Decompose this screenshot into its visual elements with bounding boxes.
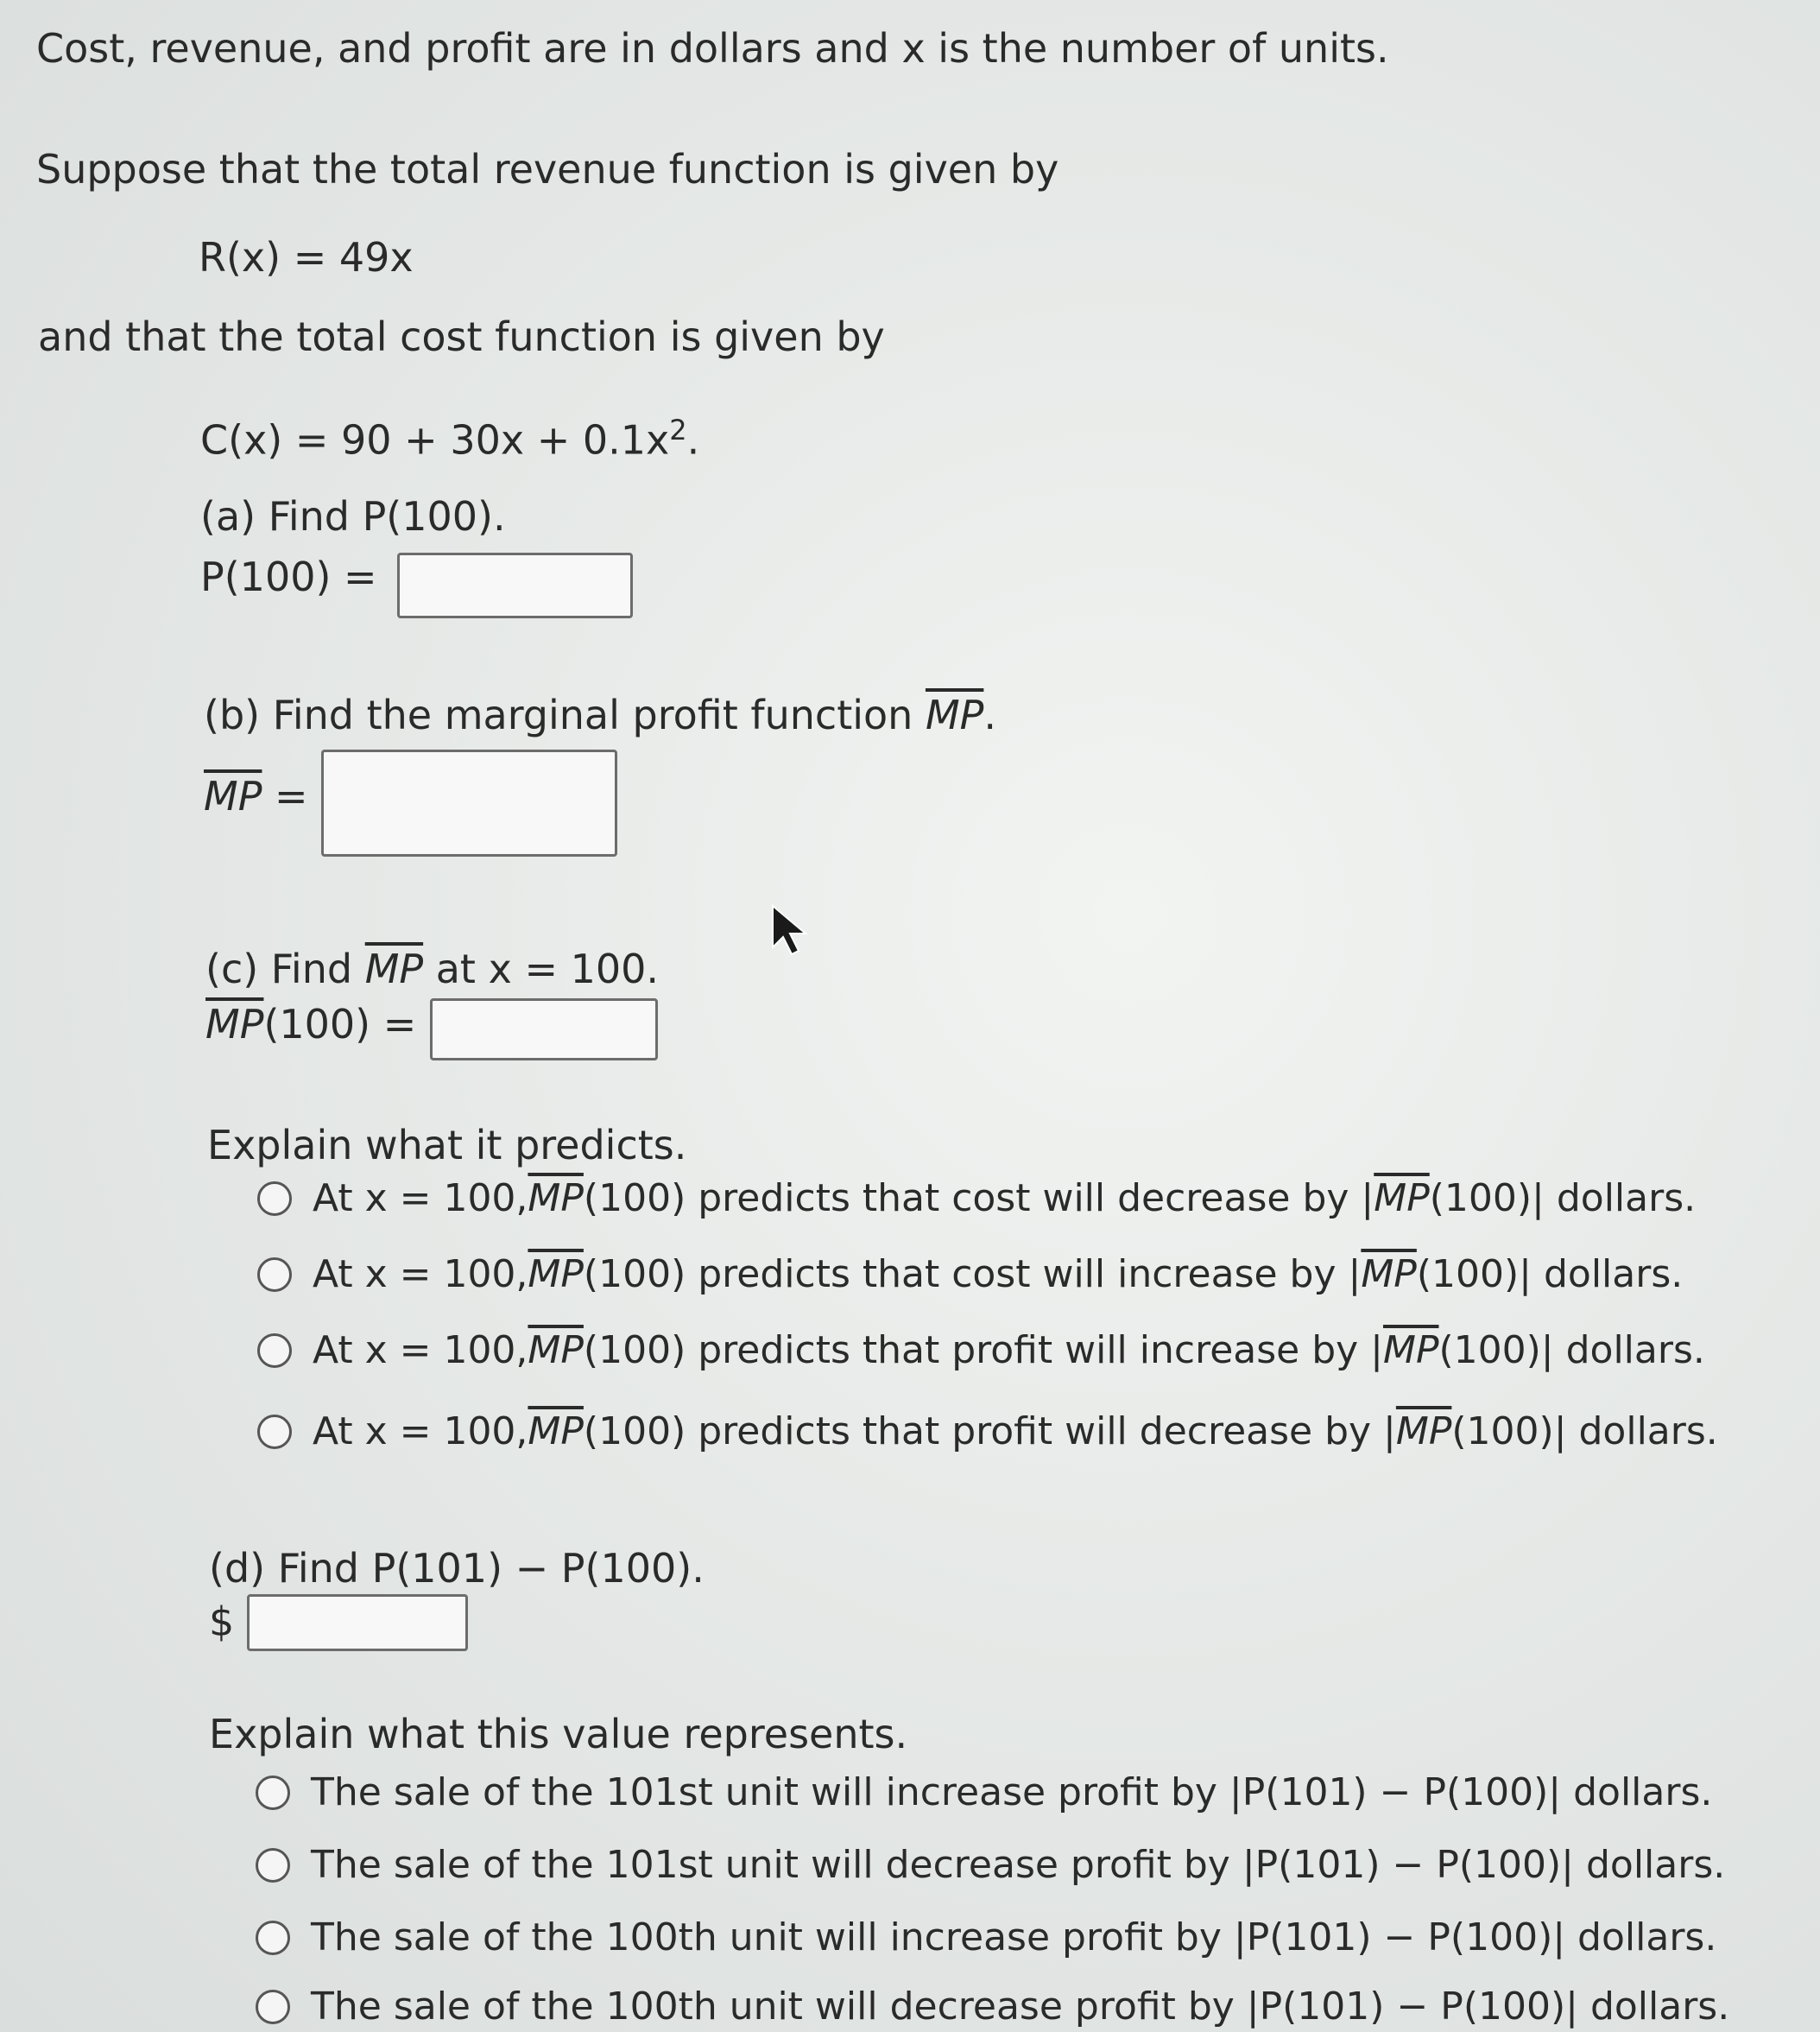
option-pre: At x = 100,: [313, 1176, 528, 1220]
cost-intro: and that the total cost function is given by: [38, 313, 885, 360]
radio-button[interactable]: [256, 1990, 290, 2024]
cost-function-period: .: [686, 416, 700, 464]
radio-button[interactable]: [257, 1257, 292, 1292]
part-b-mp-symbol: $\overline{MP}$: [925, 692, 984, 738]
mp100-answer-input[interactable]: [430, 998, 658, 1060]
part-c-label-mp: $\overline{MP}$: [205, 1001, 264, 1048]
explain-d-option-1[interactable]: [256, 1769, 1712, 1817]
option-pre: At x = 100,: [313, 1328, 528, 1372]
explain-c-option-4[interactable]: [257, 1408, 1718, 1456]
intro-text: Cost, revenue, and profit are in dollars and x is the number of units.: [36, 25, 1389, 72]
option-pre: At x = 100,: [313, 1409, 528, 1453]
revenue-function: R(x) = 49x: [199, 234, 414, 281]
option-mp: $\overline{MP}$: [528, 1409, 584, 1453]
part-a-label: P(100) =: [200, 554, 377, 600]
explain-d-option-2[interactable]: [256, 1841, 1725, 1890]
currency-symbol: $: [209, 1598, 235, 1645]
option-post: (100)| dollars.: [1438, 1328, 1705, 1372]
part-b-label-mp: $\overline{MP}$: [204, 773, 262, 820]
option-mp-abs: $\overline{MP}$: [1395, 1409, 1452, 1453]
option-mid: (100) predicts that profit will increase by |: [583, 1328, 1383, 1372]
part-c-prompt-text: (c) Find: [205, 946, 365, 992]
option-pre: At x = 100,: [313, 1252, 528, 1296]
radio-button[interactable]: [256, 1776, 290, 1810]
part-b-prompt-text: (b) Find the marginal profit function: [204, 692, 926, 738]
option-label: The sale of the 101st unit will decrease profit by |P(101) − P(100)| dollars.: [311, 1843, 1726, 1887]
part-b-label: [204, 772, 308, 820]
explain-d-option-3[interactable]: [256, 1914, 1716, 1962]
explain-c-option-3[interactable]: [257, 1326, 1705, 1375]
option-mp-abs: $\overline{MP}$: [1382, 1328, 1439, 1372]
radio-button[interactable]: [257, 1181, 292, 1216]
option-mid: (100) predicts that profit will decrease by |: [583, 1409, 1396, 1453]
radio-button[interactable]: [257, 1333, 292, 1368]
option-mp-abs: $\overline{MP}$: [1361, 1252, 1417, 1296]
option-label: The sale of the 100th unit will increase profit by |P(101) − P(100)| dollars.: [311, 1915, 1717, 1959]
p100-answer-input[interactable]: [397, 553, 633, 618]
part-c-prompt: [205, 945, 659, 993]
option-label: The sale of the 101st unit will increase profit by |P(101) − P(100)| dollars.: [311, 1770, 1713, 1814]
part-d-prompt: (d) Find P(101) − P(100).: [209, 1545, 705, 1592]
radio-button[interactable]: [256, 1921, 290, 1955]
explain-c-option-1[interactable]: [257, 1174, 1696, 1223]
explain-d-option-4[interactable]: [256, 1983, 1729, 2031]
part-a-prompt: (a) Find P(100).: [200, 493, 506, 540]
option-mp: $\overline{MP}$: [528, 1252, 584, 1296]
option-mp: $\overline{MP}$: [528, 1176, 584, 1220]
revenue-intro: Suppose that the total revenue function is given by: [36, 146, 1059, 193]
option-post: (100)| dollars.: [1451, 1409, 1718, 1453]
option-post: (100)| dollars.: [1429, 1176, 1697, 1220]
part-c-prompt-end: at x = 100.: [423, 946, 660, 992]
option-mid: (100) predicts that cost will decrease by |: [583, 1176, 1374, 1220]
part-c-label-rest: (100) =: [263, 1001, 417, 1048]
part-c-mp-symbol: $\overline{MP}$: [364, 946, 424, 992]
profit-difference-answer-input[interactable]: [247, 1594, 468, 1651]
cost-function-base: C(x) = 90 + 30x + 0.1x: [200, 416, 670, 464]
part-b-prompt-end: .: [983, 692, 996, 738]
radio-button[interactable]: [257, 1415, 292, 1449]
explain-c-option-2[interactable]: [257, 1250, 1683, 1299]
option-mp: $\overline{MP}$: [528, 1328, 584, 1372]
option-post: (100)| dollars.: [1416, 1252, 1684, 1296]
part-b-label-eq: =: [262, 773, 308, 820]
mouse-cursor-icon: [771, 904, 809, 958]
option-label: The sale of the 100th unit will decrease profit by |P(101) − P(100)| dollars.: [311, 1985, 1730, 2029]
explain-d-heading: Explain what this value represents.: [209, 1711, 908, 1757]
explain-c-heading: Explain what it predicts.: [207, 1122, 687, 1168]
option-mp-abs: $\overline{MP}$: [1374, 1176, 1430, 1220]
option-mid: (100) predicts that cost will increase by |: [583, 1252, 1362, 1296]
cost-function: [200, 406, 699, 464]
part-c-label: [205, 1000, 416, 1048]
cost-function-exponent: 2: [669, 414, 687, 446]
part-b-prompt: [204, 691, 996, 739]
radio-button[interactable]: [256, 1848, 290, 1883]
marginal-profit-answer-input[interactable]: [321, 750, 617, 857]
